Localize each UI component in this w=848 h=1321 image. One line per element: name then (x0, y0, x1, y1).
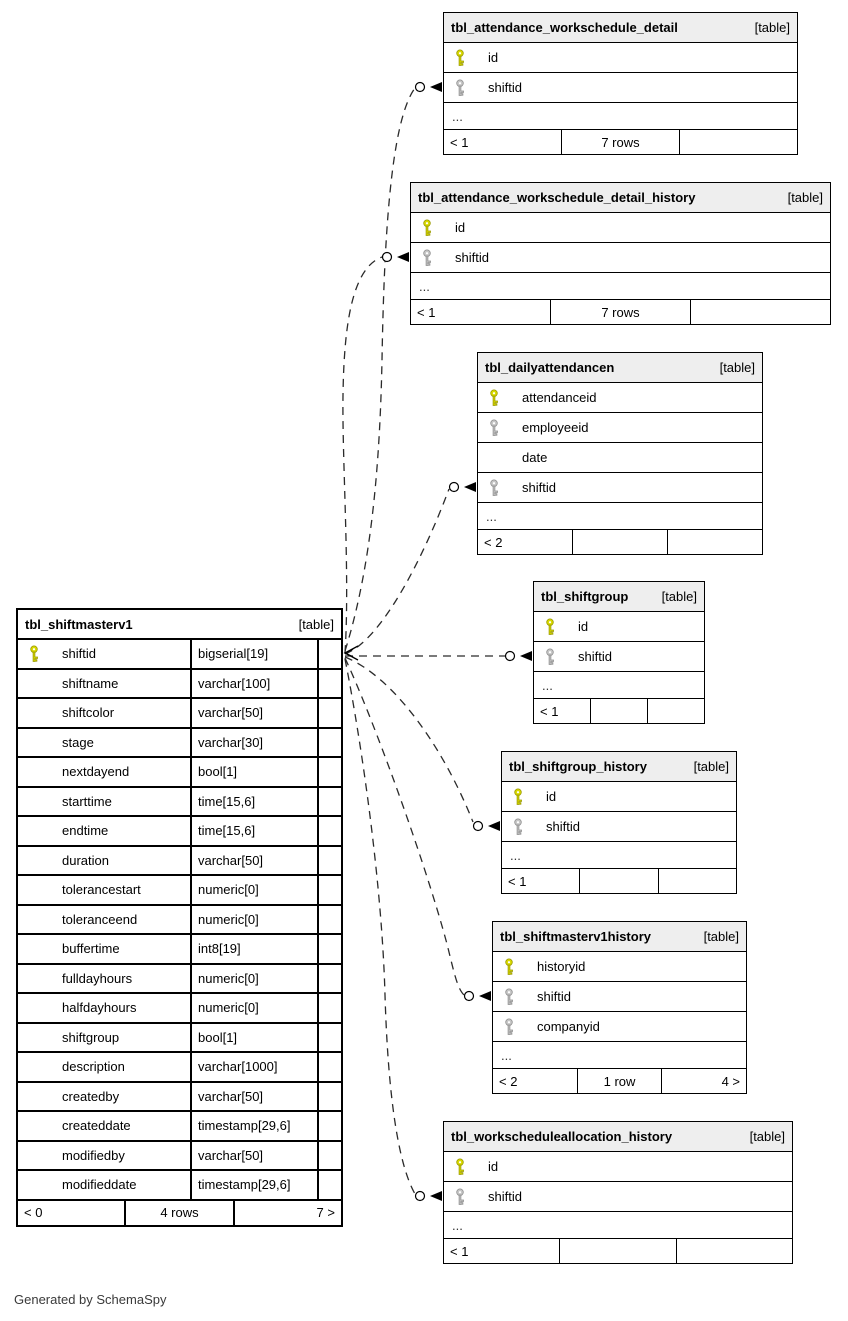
table-type-badge: [table] (754, 20, 790, 35)
column-row (478, 473, 762, 503)
fk-end-marker-icon (474, 821, 501, 831)
column-name: nextdayend (62, 764, 130, 780)
footer-rowcount: 7 rows (550, 300, 691, 324)
fk-end-marker-icon (416, 1191, 443, 1201)
column-row (18, 758, 341, 788)
column-row (18, 1142, 341, 1172)
footer-parents: < 1 (450, 1243, 469, 1259)
more-columns-ellipsis: ... (411, 273, 830, 300)
table-name[interactable]: tbl_attendance_workschedule_detail_history (418, 190, 696, 205)
column-row (18, 994, 341, 1024)
column-name: fulldayhours (62, 970, 133, 986)
column-name: id (455, 220, 466, 235)
primary-key-icon (454, 1158, 466, 1175)
column-row (18, 1171, 341, 1201)
column-type: varchar[50] (190, 1083, 317, 1111)
column-row (18, 670, 341, 700)
column-row (18, 640, 341, 670)
column-name: id (488, 1159, 499, 1174)
column-row (18, 817, 341, 847)
fk-end-marker-icon (450, 482, 477, 492)
foreign-key-icon (503, 988, 515, 1005)
column-name: tolerancestart (62, 882, 141, 898)
primary-key-icon (28, 645, 40, 662)
column-name: historyid (537, 959, 586, 974)
column-name: shiftid (546, 819, 580, 834)
column-name: employeeid (522, 420, 589, 435)
footer-parents: < 0 (24, 1205, 43, 1220)
foreign-key-icon (512, 818, 524, 835)
column-type: bigserial[19] (190, 640, 317, 668)
footer-children: 7 > (316, 1205, 335, 1220)
table-type-badge: [table] (661, 589, 697, 604)
column-name: createddate (62, 1118, 131, 1134)
footer-rowcount: 1 row (577, 1069, 663, 1093)
column-row (18, 729, 341, 759)
column-name: stage (62, 734, 94, 750)
primary-key-icon (503, 958, 515, 975)
foreign-key-icon (488, 419, 500, 436)
column-name: shiftid (488, 80, 522, 95)
column-row (444, 1152, 792, 1182)
column-type: time[15,6] (190, 817, 317, 845)
column-row (502, 812, 736, 842)
column-row (411, 243, 830, 273)
relationship-line (343, 257, 382, 653)
column-name: attendanceid (522, 390, 597, 405)
column-type: bool[1] (190, 758, 317, 786)
table-node-tbl-shiftgroup-history (501, 751, 737, 894)
column-name: shiftid (537, 989, 571, 1004)
more-columns-ellipsis: ... (534, 672, 704, 699)
table-name[interactable]: tbl_attendance_workschedule_detail (451, 20, 678, 35)
table-node-tbl-dailyattendancen (477, 352, 763, 555)
column-name: shiftcolor (62, 705, 115, 721)
table-footer (534, 699, 704, 723)
table-node-tbl-shiftmasterv1 (16, 608, 343, 1227)
column-name: shiftname (62, 675, 119, 691)
column-row (18, 699, 341, 729)
column-row (18, 906, 341, 936)
more-columns-ellipsis: ... (444, 1212, 792, 1239)
table-type-badge: [table] (693, 759, 729, 774)
column-name: shiftid (455, 250, 489, 265)
column-type: int8[19] (190, 935, 317, 963)
table-name[interactable]: tbl_shiftgroup_history (509, 759, 647, 774)
table-node-tbl-shiftgroup (533, 581, 705, 724)
footer-children (677, 1239, 792, 1263)
table-type-badge: [table] (719, 360, 755, 375)
footer-children (648, 699, 704, 723)
column-type: numeric[0] (190, 994, 317, 1022)
column-row (18, 788, 341, 818)
column-row (411, 213, 830, 243)
column-type: timestamp[29,6] (190, 1171, 317, 1199)
table-footer (502, 869, 736, 893)
table-node-tbl-attendance-workschedule-detail-history (410, 182, 831, 325)
relationship-line (345, 88, 415, 651)
column-type: bool[1] (190, 1024, 317, 1052)
table-name[interactable]: tbl_workscheduleallocation_history (451, 1129, 673, 1144)
column-row (444, 43, 797, 73)
column-row (478, 443, 762, 473)
relationship-line (345, 657, 473, 822)
column-type: numeric[0] (190, 906, 317, 934)
column-name: modifieddate (62, 1177, 137, 1193)
column-name: halfdayhours (62, 1000, 137, 1016)
table-name[interactable]: tbl_shiftgroup (541, 589, 629, 604)
foreign-key-icon (503, 1018, 515, 1035)
column-row (478, 383, 762, 413)
fk-end-marker-icon (465, 991, 492, 1001)
column-name: starttime (62, 793, 112, 809)
more-columns-ellipsis: ... (493, 1042, 746, 1069)
column-row (18, 1053, 341, 1083)
footer-children: 4 > (721, 1073, 741, 1089)
column-type: timestamp[29,6] (190, 1112, 317, 1140)
column-row (444, 73, 797, 103)
table-name[interactable]: tbl_shiftmasterv1history (500, 929, 651, 944)
more-columns-ellipsis: ... (502, 842, 736, 869)
relationship-line (345, 658, 464, 995)
column-row (502, 782, 736, 812)
column-type: varchar[1000] (190, 1053, 317, 1081)
column-row (478, 413, 762, 443)
table-name[interactable]: tbl_shiftmasterv1 (25, 616, 133, 632)
footer-rowcount (559, 1239, 676, 1263)
footer-rowcount (579, 869, 658, 893)
footer-parents: < 2 (484, 534, 503, 550)
column-name: shiftid (578, 649, 612, 664)
generator-credit: Generated by SchemaSpy (14, 1292, 167, 1307)
column-name: shiftgroup (62, 1029, 120, 1045)
primary-key-icon (512, 788, 524, 805)
foreign-key-icon (454, 1188, 466, 1205)
primary-key-icon (454, 49, 466, 66)
footer-parents: < 1 (540, 703, 559, 719)
column-name: duration (62, 852, 109, 868)
footer-parents: < 1 (450, 134, 469, 150)
table-footer (411, 300, 830, 324)
column-name: description (62, 1059, 125, 1075)
footer-parents: < 1 (508, 873, 527, 889)
column-row (18, 847, 341, 877)
fk-end-marker-icon (383, 252, 410, 262)
table-type-badge: [table] (787, 190, 823, 205)
foreign-key-icon (421, 249, 433, 266)
column-name: id (546, 789, 557, 804)
table-footer (493, 1069, 746, 1093)
footer-parents: < 2 (499, 1073, 518, 1089)
column-row (493, 952, 746, 982)
footer-children (691, 300, 830, 324)
fk-end-marker-icon (506, 651, 533, 661)
column-name: companyid (537, 1019, 600, 1034)
table-type-badge: [table] (298, 616, 334, 632)
foreign-key-icon (488, 479, 500, 496)
table-footer (18, 1201, 341, 1225)
footer-children (668, 530, 762, 554)
column-row (493, 982, 746, 1012)
column-row (534, 642, 704, 672)
table-name[interactable]: tbl_dailyattendancen (485, 360, 615, 375)
relationship-line (345, 659, 415, 1194)
table-type-badge: [table] (703, 929, 739, 944)
column-type: varchar[30] (190, 729, 317, 757)
column-row (534, 612, 704, 642)
column-name: shiftid (62, 646, 96, 662)
column-row (444, 1182, 792, 1212)
column-row (18, 1083, 341, 1113)
column-type: numeric[0] (190, 965, 317, 993)
primary-key-icon (544, 618, 556, 635)
foreign-key-icon (454, 79, 466, 96)
footer-rowcount (572, 530, 668, 554)
column-name: modifiedby (62, 1147, 125, 1163)
column-name: shiftid (522, 480, 556, 495)
column-name: endtime (62, 823, 109, 839)
footer-children (680, 130, 797, 154)
primary-key-icon (421, 219, 433, 236)
table-type-badge: [table] (749, 1129, 785, 1144)
column-name: id (578, 619, 589, 634)
column-name: createdby (62, 1088, 120, 1104)
column-type: time[15,6] (190, 788, 317, 816)
primary-key-icon (488, 389, 500, 406)
column-type: varchar[50] (190, 699, 317, 727)
column-row (18, 876, 341, 906)
table-footer (478, 530, 762, 554)
table-node-tbl-shiftmasterv1history (492, 921, 747, 1094)
footer-children (659, 869, 736, 893)
column-row (18, 1024, 341, 1054)
table-node-tbl-attendance-workschedule-detail (443, 12, 798, 155)
column-type: varchar[100] (190, 670, 317, 698)
fk-end-marker-icon (416, 82, 443, 92)
column-name: toleranceend (62, 911, 138, 927)
column-type: numeric[0] (190, 876, 317, 904)
more-columns-ellipsis: ... (444, 103, 797, 130)
footer-rowcount: 4 rows (124, 1201, 234, 1225)
more-columns-ellipsis: ... (478, 503, 762, 530)
column-row (493, 1012, 746, 1042)
column-type: varchar[50] (190, 1142, 317, 1170)
column-name: id (488, 50, 499, 65)
column-row (18, 935, 341, 965)
relationship-line (345, 489, 449, 654)
footer-rowcount: 7 rows (561, 130, 680, 154)
column-row (18, 1112, 341, 1142)
foreign-key-icon (544, 648, 556, 665)
column-name: date (522, 450, 548, 465)
footer-rowcount (590, 699, 648, 723)
column-name: shiftid (488, 1189, 522, 1204)
table-footer (444, 1239, 792, 1263)
column-name: buffertime (62, 941, 120, 957)
table-footer (444, 130, 797, 154)
column-type: varchar[50] (190, 847, 317, 875)
footer-parents: < 1 (417, 304, 436, 320)
column-row (18, 965, 341, 995)
table-node-tbl-workscheduleallocation-history (443, 1121, 793, 1264)
